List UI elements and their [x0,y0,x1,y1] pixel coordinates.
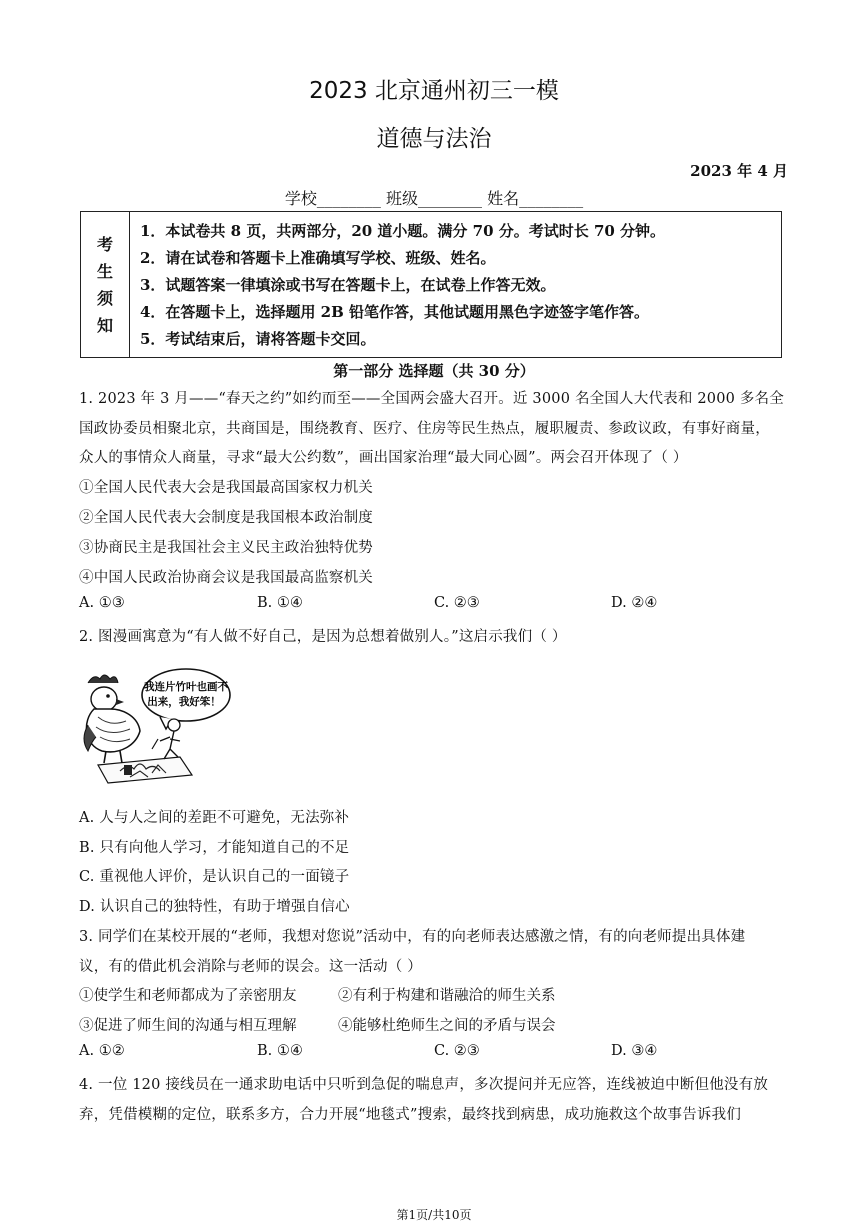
q2-option-b[interactable]: B. 只有向他人学习，才能知道自己的不足 [79,840,350,856]
q3-statement: ④能够杜绝师生之间的矛盾与误会 [338,1018,556,1034]
q1-stem-line: 1. 2023 年 3 月——“春天之约”如约而至——全国两会盛大召开。近 3000 名全国人大代表和 2000 多名全 [79,391,784,407]
q3-statement: ②有利于构建和谐融洽的师生关系 [338,988,556,1004]
exam-notice-box [80,211,782,358]
q1-statement: ④中国人民政治协商会议是我国最高监察机关 [79,570,373,586]
notice-item: 4．在答题卡上，选择题用 2B 铅笔作答，其他试题用黑色字迹签字笔作答。 [140,303,649,321]
notice-item: 3．试题答案一律填涂或书写在答题卡上，在试卷上作答无效。 [140,276,556,294]
notice-item: 2．请在试卷和答题卡上准确填写学校、班级、姓名。 [140,249,496,267]
q1-option-a[interactable]: A. ①③ [79,595,125,611]
q3-option-c[interactable]: C. ②③ [434,1043,480,1059]
cartoon-speech-line: 出来，我好笨！ [147,696,221,708]
section-title: 第一部分 选择题（共 30 分） [333,362,535,380]
notice-label-char: 生 [96,262,113,281]
q3-statement: ③促进了师生间的沟通与相互理解 [79,1018,297,1034]
q3-option-b[interactable]: B. ①④ [257,1043,303,1059]
q1-option-d[interactable]: D. ②④ [611,595,658,611]
q1-stem-line: 国政协委员相聚北京，共商国是，围绕教育、医疗、住房等民生热点，履职履责、参政议政，有事好商量， [79,421,770,437]
q2-option-d[interactable]: D. 认识自己的独特性，有助于增强自信心 [79,899,350,915]
q3-statement: ①使学生和老师都成为了亲密朋友 [79,988,297,1004]
q2-option-a[interactable]: A. 人与人之间的差距不可避免，无法弥补 [79,810,350,826]
notice-item: 5．考试结束后，请将答题卡交回。 [140,330,376,348]
cartoon-rooster-drawing [80,665,232,789]
q4-stem-line: 4. 一位 120 接线员在一通求助电话中只听到急促的喘息声，多次提问并无应答，连线被迫中断但他没有放 [79,1077,769,1093]
q1-statement: ①全国人民代表大会是我国最高国家权力机关 [79,480,373,496]
notice-label-char: 考 [96,235,113,254]
exam-title: 2023 北京通州初三一模 [309,78,559,104]
q1-option-c[interactable]: C. ②③ [434,595,480,611]
q3-stem-line: 3. 同学们在某校开展的“老师，我想对您说”活动中，有的向老师表达感激之情，有的向老师提出具体建 [79,929,746,945]
notice-label-char: 须 [96,289,113,308]
exam-date: 2023 年 4 月 [690,162,788,180]
notice-label-char: 知 [96,316,113,335]
q4-stem-line: 弃，凭借模糊的定位，联系多方，合力开展“地毯式”搜索，最终找到病患，成功施救这个故事告诉我们 [79,1107,742,1123]
cartoon-speech-line: 我连片竹叶也画不 [144,681,228,693]
q1-option-b[interactable]: B. ①④ [257,595,303,611]
q3-option-d[interactable]: D. ③④ [611,1043,658,1059]
q3-stem-line: 议，有的借此机会消除与老师的误会。这一活动（ ） [79,959,422,975]
q3-option-a[interactable]: A. ①② [79,1043,125,1059]
q1-statement: ③协商民主是我国社会主义民主政治独特优势 [79,540,373,556]
q1-stem-line: 众人的事情众人商量，寻求“最大公约数”，画出国家治理“最大同心圆”。两会召开体现了（ ） [79,450,688,466]
cartoon-image [80,665,232,789]
q2-option-c[interactable]: C. 重视他人评价，是认识自己的一面镜子 [79,869,350,885]
q1-statement: ②全国人民代表大会制度是我国根本政治制度 [79,510,373,526]
q2-stem: 2. 图漫画寓意为“有人做不好自己，是因为总想着做别人。”这启示我们（ ） [79,629,567,645]
page-footer: 第1页/共10页 [396,1208,472,1222]
notice-label [81,212,130,357]
student-info-line: 学校________ 班级________ 姓名________ [284,189,584,208]
notice-item: 1．本试卷共 8 页，共两部分，20 道小题。满分 70 分。考试时长 70 分钟。 [140,222,666,240]
subject-title: 道德与法治 [376,126,492,152]
